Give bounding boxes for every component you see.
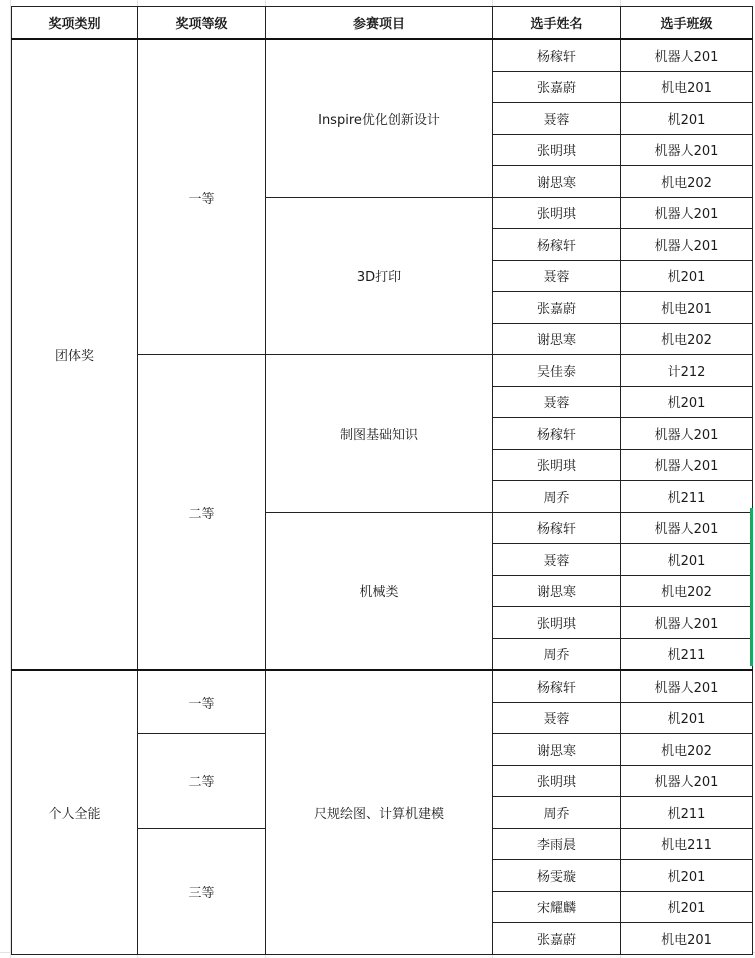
- class-cell[interactable]: 机211: [621, 481, 753, 513]
- name-cell[interactable]: 张明琪: [493, 449, 621, 481]
- class-cell[interactable]: 机201: [621, 544, 753, 576]
- project-cell[interactable]: 机械类: [266, 512, 493, 670]
- header-row: [12, 7, 753, 40]
- name-cell[interactable]: 宋耀麟: [493, 891, 621, 923]
- name-cell[interactable]: 杨雯璇: [493, 860, 621, 892]
- class-cell[interactable]: 机201: [621, 386, 753, 418]
- class-cell[interactable]: 机201: [621, 103, 753, 135]
- level-cell[interactable]: 一等: [138, 39, 266, 355]
- level-cell[interactable]: 二等: [138, 355, 266, 671]
- name-cell[interactable]: 杨稼轩: [493, 670, 621, 702]
- table-row: [12, 670, 753, 702]
- class-cell[interactable]: 机电202: [621, 734, 753, 766]
- class-cell[interactable]: 机211: [621, 797, 753, 829]
- award-table: [11, 6, 753, 955]
- class-cell[interactable]: 机211: [621, 638, 753, 670]
- name-cell[interactable]: 张嘉蔚: [493, 71, 621, 103]
- class-cell[interactable]: 机器人201: [621, 607, 753, 639]
- name-cell[interactable]: 聂蓉: [493, 544, 621, 576]
- class-cell[interactable]: 机器人201: [621, 670, 753, 702]
- level-cell[interactable]: 一等: [138, 670, 266, 734]
- name-cell[interactable]: 杨稼轩: [493, 418, 621, 450]
- name-cell[interactable]: 张嘉蔚: [493, 923, 621, 955]
- header-level[interactable]: 奖项等级: [138, 7, 266, 40]
- level-cell[interactable]: 二等: [138, 734, 266, 829]
- class-cell[interactable]: 机电202: [621, 575, 753, 607]
- class-cell[interactable]: 机电201: [621, 71, 753, 103]
- project-cell[interactable]: 制图基础知识: [266, 355, 493, 513]
- class-cell[interactable]: 机器人201: [621, 134, 753, 166]
- class-cell[interactable]: 机器人201: [621, 765, 753, 797]
- name-cell[interactable]: 吴佳泰: [493, 355, 621, 387]
- name-cell[interactable]: 张明琪: [493, 197, 621, 229]
- class-cell[interactable]: 计212: [621, 355, 753, 387]
- name-cell[interactable]: 张明琪: [493, 134, 621, 166]
- class-cell[interactable]: 机201: [621, 860, 753, 892]
- level-cell[interactable]: 三等: [138, 828, 266, 954]
- class-cell[interactable]: 机器人201: [621, 229, 753, 261]
- class-cell[interactable]: 机电202: [621, 323, 753, 355]
- class-cell[interactable]: 机器人201: [621, 418, 753, 450]
- project-cell[interactable]: Inspire优化创新设计: [266, 39, 493, 197]
- name-cell[interactable]: 张嘉蔚: [493, 292, 621, 324]
- category-individual-cell[interactable]: 个人全能: [12, 670, 138, 954]
- name-cell[interactable]: 杨稼轩: [493, 39, 621, 71]
- name-cell[interactable]: 张明琪: [493, 765, 621, 797]
- header-name[interactable]: 选手姓名: [493, 7, 621, 40]
- header-class[interactable]: 选手班级: [621, 7, 753, 40]
- class-cell[interactable]: 机器人201: [621, 197, 753, 229]
- name-cell[interactable]: 谢思寒: [493, 166, 621, 198]
- name-cell[interactable]: 杨稼轩: [493, 229, 621, 261]
- name-cell[interactable]: 张明琪: [493, 607, 621, 639]
- cell-selection-indicator: [750, 508, 753, 666]
- project-cell[interactable]: 3D打印: [266, 197, 493, 355]
- name-cell[interactable]: 聂蓉: [493, 386, 621, 418]
- name-cell[interactable]: 李雨晨: [493, 828, 621, 860]
- name-cell[interactable]: 周乔: [493, 797, 621, 829]
- class-cell[interactable]: 机电202: [621, 166, 753, 198]
- name-cell[interactable]: 周乔: [493, 481, 621, 513]
- header-project[interactable]: 参赛项目: [266, 7, 493, 40]
- class-cell[interactable]: 机器人201: [621, 449, 753, 481]
- name-cell[interactable]: 谢思寒: [493, 575, 621, 607]
- name-cell[interactable]: 聂蓉: [493, 260, 621, 292]
- class-cell[interactable]: 机201: [621, 702, 753, 734]
- project-cell[interactable]: 尺规绘图、计算机建模: [266, 670, 493, 954]
- name-cell[interactable]: 聂蓉: [493, 103, 621, 135]
- class-cell[interactable]: 机电211: [621, 828, 753, 860]
- name-cell[interactable]: 谢思寒: [493, 734, 621, 766]
- name-cell[interactable]: 谢思寒: [493, 323, 621, 355]
- header-category[interactable]: 奖项类别: [12, 7, 138, 40]
- category-team-cell[interactable]: 团体奖: [12, 39, 138, 670]
- class-cell[interactable]: 机电201: [621, 923, 753, 955]
- class-cell[interactable]: 机201: [621, 891, 753, 923]
- class-cell[interactable]: 机201: [621, 260, 753, 292]
- name-cell[interactable]: 聂蓉: [493, 702, 621, 734]
- name-cell[interactable]: 杨稼轩: [493, 512, 621, 544]
- table-row: [12, 39, 753, 71]
- name-cell[interactable]: 周乔: [493, 638, 621, 670]
- class-cell[interactable]: 机电201: [621, 292, 753, 324]
- class-cell[interactable]: 机器人201: [621, 39, 753, 71]
- class-cell[interactable]: 机器人201: [621, 512, 753, 544]
